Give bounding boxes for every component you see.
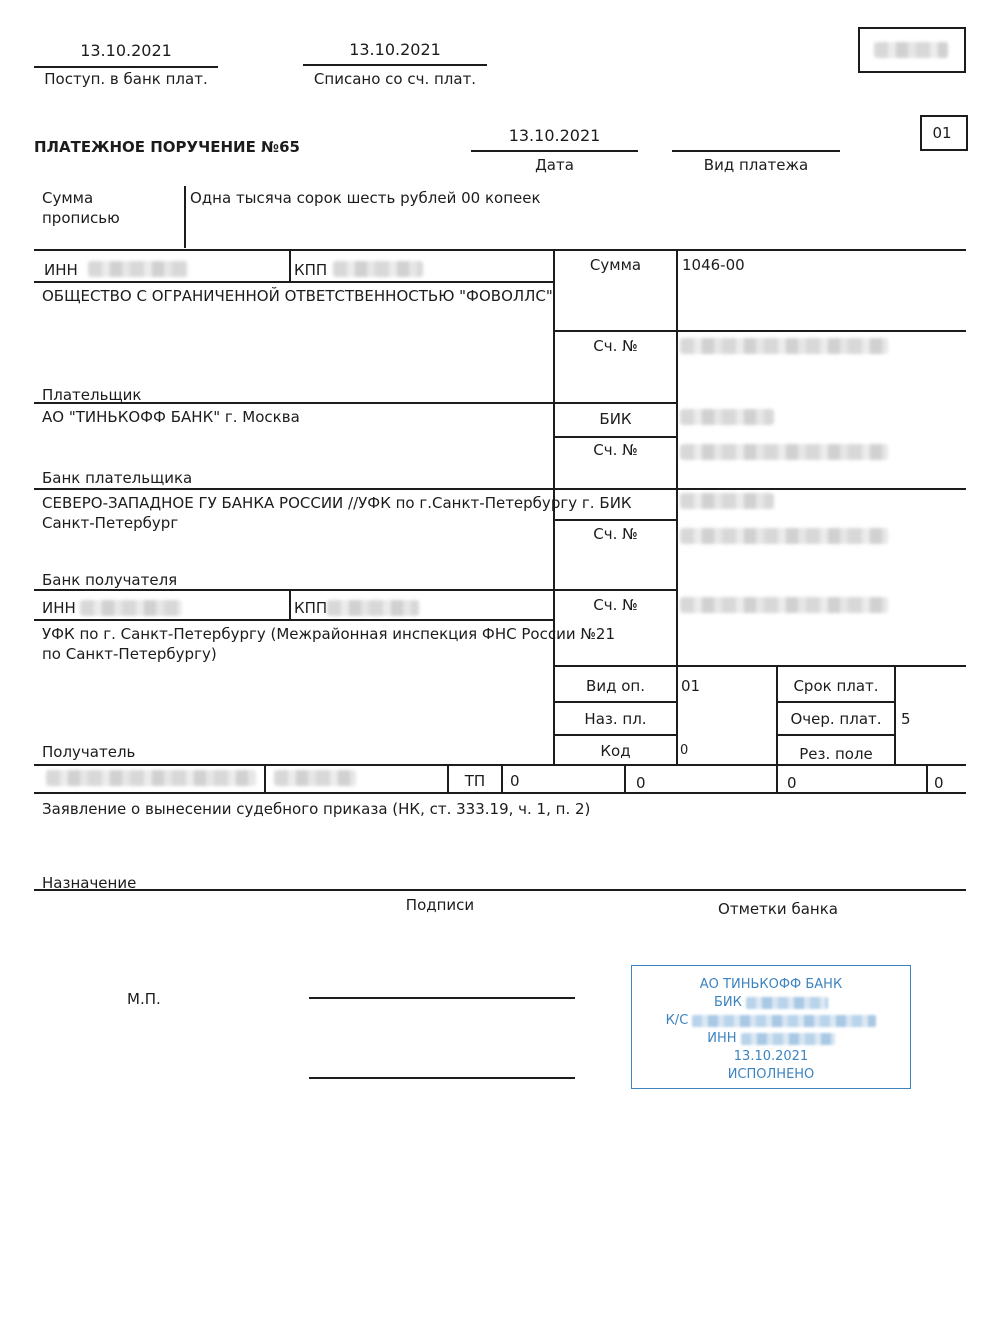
bank-stamp: [631, 965, 911, 1089]
date-label: Дата: [535, 156, 574, 174]
amount-words-value: Одна тысяча сорок шесть рублей 00 копеек: [190, 189, 541, 207]
redacted-payer-inn: [88, 261, 188, 277]
signatures-label: Подписи: [405, 896, 475, 914]
grid-line: [554, 701, 677, 703]
redacted-recipient-bank-account: [680, 528, 888, 544]
grid-line: [777, 734, 895, 736]
grid-line: [554, 436, 677, 438]
redacted-recipient-kpp: [327, 600, 419, 616]
redacted-kbk: [46, 770, 256, 786]
purpose-label: Назначение: [42, 874, 137, 892]
stamp-bik-label: БИК: [713, 995, 742, 1010]
recipient-name-1: УФК по г. Санкт-Петербургу (Межрайонная инспекция ФНС России №21: [42, 625, 616, 643]
document-title: ПЛАТЕЖНОЕ ПОРУЧЕНИЕ №65: [34, 138, 300, 156]
grid-line: [289, 590, 291, 620]
stamp-ks-label: К/С: [665, 1013, 689, 1028]
redacted-payer-bank-bik: [680, 409, 774, 425]
grid-line: [34, 249, 966, 251]
redacted-form-code: [874, 42, 948, 58]
payer-name: ОБЩЕСТВО С ОГРАНИЧЕННОЙ ОТВЕТСТВЕННОСТЬЮ "ФОВОЛЛС": [42, 287, 553, 305]
grid-line: [34, 764, 966, 766]
stamp-status: ИСПОЛНЕНО: [727, 1067, 815, 1082]
grid-line: [34, 619, 554, 621]
grid-line: [264, 765, 266, 793]
grid-line: [34, 488, 966, 490]
payment-type-label: Вид платежа: [703, 156, 809, 174]
bank-marks-label: Отметки банка: [718, 900, 838, 918]
stamp-inn-row: [632, 1031, 910, 1047]
grid-line: [554, 330, 966, 332]
redacted-recipient-account: [680, 597, 888, 613]
recipient-bank-account-label: Сч. №: [593, 525, 638, 543]
stamp-ks-row: [632, 1013, 910, 1029]
recipient-bank-bik-label: БИК: [599, 494, 632, 512]
code-label: Код: [600, 742, 631, 760]
debited-date: 13.10.2021: [349, 40, 441, 59]
document-date-line: [471, 150, 638, 152]
debited-label: Списано со сч. плат.: [313, 70, 477, 88]
code-value: 0: [680, 743, 689, 758]
stamp-inn-label: ИНН: [707, 1031, 737, 1046]
doc-number-value: 0: [787, 774, 797, 792]
sum-label: Сумма: [589, 256, 642, 274]
op-type-value: 01: [681, 677, 701, 695]
grid-line: [554, 519, 677, 521]
recipient-bank-name-2: Санкт-Петербург: [42, 514, 179, 532]
received-date-line: [34, 66, 218, 68]
doc-date-value: 0: [934, 774, 944, 792]
grid-line: [624, 765, 626, 793]
redacted-payer-kpp: [333, 261, 423, 277]
grid-line: [34, 589, 677, 591]
signature-line-2: [309, 1077, 575, 1079]
form-code-box: [858, 27, 966, 73]
payer-inn-label: ИНН: [44, 261, 78, 279]
redacted-stamp-inn: [741, 1033, 835, 1045]
payer-bank-label: Банк плательщика: [42, 469, 193, 487]
received-label: Поступ. в банк плат.: [44, 70, 208, 88]
recipient-account-label: Сч. №: [593, 596, 638, 614]
payer-bank-name: АО "ТИНЬКОФФ БАНК" г. Москва: [42, 408, 300, 426]
payer-bank-account-label: Сч. №: [593, 441, 638, 459]
amount-words-label-1: Сумма: [42, 189, 94, 207]
received-date: 13.10.2021: [80, 41, 172, 60]
payer-account-label: Сч. №: [593, 337, 638, 355]
seal-label: М.П.: [127, 990, 161, 1008]
signature-line-1: [309, 997, 575, 999]
priority-label: Очер. плат.: [790, 710, 882, 728]
recipient-inn-label: ИНН: [42, 599, 76, 617]
grid-line: [777, 701, 895, 703]
sum-value: 1046-00: [682, 256, 745, 274]
grid-line: [554, 665, 966, 667]
purpose-text: Заявление о вынесении судебного приказа (НК, ст. 333.19, ч. 1, п. 2): [42, 800, 591, 818]
tp-label: ТП: [464, 772, 486, 790]
grid-line: [776, 765, 778, 793]
redacted-oktmo: [274, 770, 356, 786]
recipient-bank-name-1: СЕВЕРО-ЗАПАДНОЕ ГУ БАНКА РОССИИ //УФК по г.Санкт-Петербургу г.: [42, 494, 595, 512]
redacted-stamp-ks: [692, 1015, 876, 1027]
grid-line: [554, 734, 677, 736]
debited-date-line: [303, 64, 487, 66]
priority-value: 5: [901, 710, 911, 728]
redacted-payer-bank-account: [680, 444, 888, 460]
term-label: Срок плат.: [793, 677, 879, 695]
redacted-recipient-bank-bik: [680, 493, 774, 509]
stamp-date: 13.10.2021: [733, 1049, 809, 1064]
stamp-bik-row: [632, 995, 910, 1011]
recipient-name-2: по Санкт-Петербургу): [42, 645, 217, 663]
status-code: 01: [932, 124, 952, 142]
stamp-bank-name: АО ТИНЬКОФФ БАНК: [699, 977, 843, 992]
tp-value: 0: [510, 772, 520, 790]
redacted-payer-account: [680, 338, 888, 354]
op-type-label: Вид оп.: [586, 677, 645, 695]
recipient-kpp-label: КПП: [294, 599, 328, 617]
grid-line: [34, 281, 554, 283]
amount-words-label-2: прописью: [42, 209, 120, 227]
document-date: 13.10.2021: [508, 126, 601, 145]
reserve-label: Рез. поле: [799, 745, 873, 763]
purpose-code-label: Наз. пл.: [584, 710, 647, 728]
grid-line: [34, 889, 966, 891]
grid-line: [501, 765, 503, 793]
amount-words-divider: [184, 186, 186, 248]
recipient-label: Получатель: [42, 743, 136, 761]
tax-period-value: 0: [636, 774, 646, 792]
payment-type-line: [672, 150, 840, 152]
payer-kpp-label: КПП: [294, 261, 328, 279]
grid-line: [34, 792, 966, 794]
recipient-bank-label: Банк получателя: [42, 571, 178, 589]
grid-line: [926, 765, 928, 793]
payer-bank-bik-label: БИК: [599, 410, 632, 428]
payer-label: Плательщик: [42, 386, 142, 404]
redacted-recipient-inn: [80, 600, 182, 616]
redacted-stamp-bik: [746, 997, 828, 1009]
grid-line: [289, 250, 291, 282]
